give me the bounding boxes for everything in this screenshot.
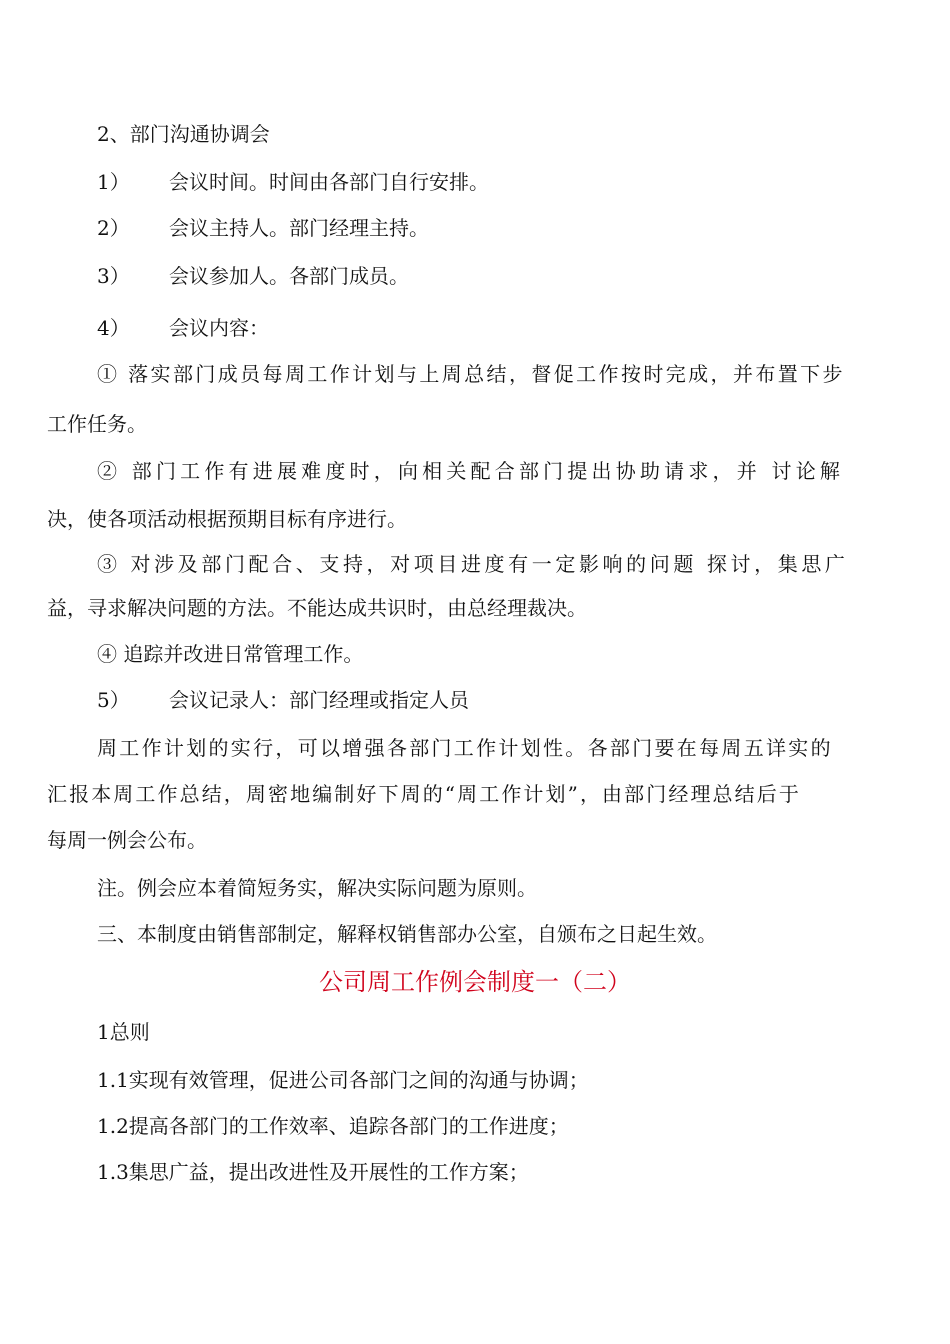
weekly-plan-line-2: 汇报本周工作总结，周密地编制好下周的“周工作计划”，由部门经理总结后于 — [47, 782, 801, 806]
list-item — [97, 214, 429, 242]
weekly-plan-line-1: 周工作计划的实行，可以增强各部门工作计划性。各部门要在每周五详实的 — [97, 736, 833, 760]
content-paragraph-2-line-2: 决，使各项活动根据预期目标有序进行。 — [47, 507, 407, 531]
item-text: 会议内容： — [169, 316, 269, 340]
general-heading: 1总则 — [97, 1020, 150, 1044]
clause-three: 三、本制度由销售部制定，解释权销售部办公室，自颁布之日起生效。 — [97, 922, 717, 946]
content-paragraph-1-line-1: ① 落实部门成员每周工作计划与上周总结，督促工作按时完成，并布置下步 — [97, 362, 845, 386]
list-item — [97, 686, 469, 714]
content-paragraph-3-line-1: ③ 对涉及部门配合、支持，对项目进度有一定影响的问题 探讨，集思广 — [97, 552, 849, 576]
item-text: 会议主持人。部门经理主持。 — [169, 216, 429, 240]
general-item: 1.2提高各部门的工作效率、追踪各部门的工作进度； — [97, 1114, 569, 1138]
list-item — [97, 314, 269, 342]
section-heading: 2、部门沟通协调会 — [97, 122, 270, 146]
item-number: 3） — [97, 264, 130, 288]
list-item — [97, 168, 489, 196]
note: 注。例会应本着简短务实，解决实际问题为原则。 — [97, 876, 537, 900]
item-text: 会议时间。时间由各部门自行安排。 — [169, 170, 489, 194]
item-number: 4） — [97, 316, 130, 340]
document-title: 公司周工作例会制度一（二） — [319, 968, 631, 996]
general-item: 1.1实现有效管理，促进公司各部门之间的沟通与协调； — [97, 1068, 589, 1092]
general-item: 1.3集思广益，提出改进性及开展性的工作方案； — [97, 1160, 529, 1184]
item-text: 会议记录人：部门经理或指定人员 — [169, 688, 469, 712]
item-number: 2） — [97, 216, 130, 240]
list-item — [97, 262, 409, 290]
item-number: 5） — [97, 688, 130, 712]
content-paragraph-4: ④ 追踪并改进日常管理工作。 — [97, 642, 364, 666]
item-number: 1） — [97, 170, 130, 194]
item-text: 会议参加人。各部门成员。 — [169, 264, 409, 288]
content-paragraph-2-line-1: ② 部门工作有进展难度时，向相关配合部门提出协助请求，并 讨论解 — [97, 459, 845, 483]
content-paragraph-1-line-2: 工作任务。 — [47, 412, 147, 436]
content-paragraph-3-line-2: 益，寻求解决问题的方法。不能达成共识时，由总经理裁决。 — [47, 596, 587, 620]
weekly-plan-line-3: 每周一例会公布。 — [47, 828, 207, 852]
